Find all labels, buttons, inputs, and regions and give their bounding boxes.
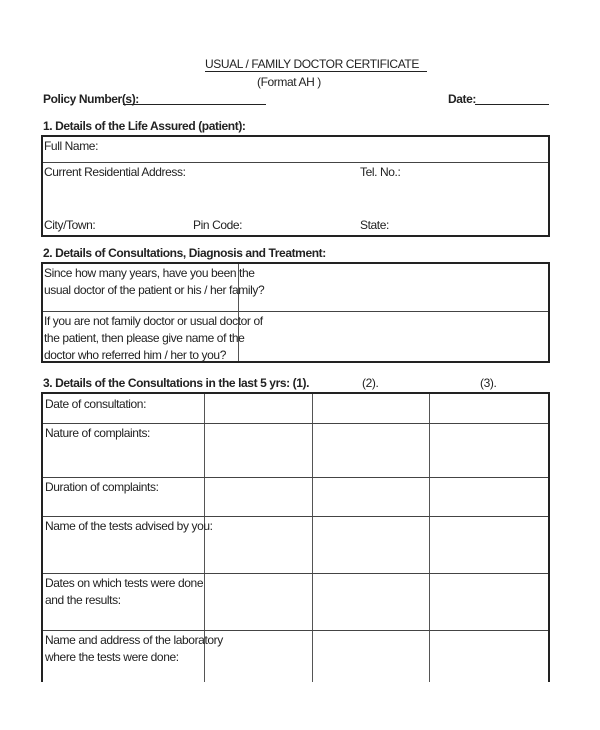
row-duration-of-complaints: Duration of complaints: <box>45 480 159 494</box>
consultation-box <box>41 262 550 363</box>
usual-doctor-answer[interactable] <box>240 264 548 310</box>
full-name-label[interactable]: Full Name: <box>44 139 99 153</box>
section3-heading: 3. Details of the Consultations in the last 5 yrs: (1). <box>43 376 310 390</box>
row-laboratory: Name and address of the laboratory where the tests were done: <box>45 633 223 664</box>
pin-code-label[interactable]: Pin Code: <box>193 218 243 232</box>
policy-number-field[interactable] <box>123 104 266 105</box>
date-label: Date: <box>448 92 477 106</box>
city-label[interactable]: City/Town: <box>44 218 96 232</box>
row-test-dates-results: Dates on which tests were done and the results: <box>45 576 204 607</box>
column-2-header: (2). <box>362 376 379 390</box>
row-tests-advised: Name of the tests advised by you: <box>45 519 213 533</box>
usual-doctor-question: Since how many years, have you been the usual doctor of the patient or his / her family? <box>44 266 265 297</box>
policy-number-label: Policy Number(s): <box>43 92 139 106</box>
document-title: USUAL / FAMILY DOCTOR CERTIFICATE <box>205 57 427 72</box>
document-subtitle: (Format AH ) <box>257 75 321 89</box>
section2-heading: 2. Details of Consultations, Diagnosis and Treatment: <box>43 246 326 260</box>
consultations-table <box>41 392 550 682</box>
row-nature-of-complaints: Nature of complaints: <box>45 426 150 440</box>
row-date-of-consultation: Date of consultation: <box>45 397 147 411</box>
date-field[interactable] <box>475 104 549 105</box>
column-3-header: (3). <box>480 376 497 390</box>
patient-details-box <box>41 135 550 237</box>
section1-heading: 1. Details of the Life Assured (patient): <box>43 119 246 133</box>
state-label[interactable]: State: <box>360 218 389 232</box>
referring-doctor-question: If you are not family doctor or usual doctor of the patient, then please give name of the doctor who referred him / her to you? <box>44 314 263 362</box>
address-label[interactable]: Current Residential Address: <box>44 165 186 179</box>
tel-label[interactable]: Tel. No.: <box>360 165 401 179</box>
referring-doctor-answer[interactable] <box>240 313 548 361</box>
